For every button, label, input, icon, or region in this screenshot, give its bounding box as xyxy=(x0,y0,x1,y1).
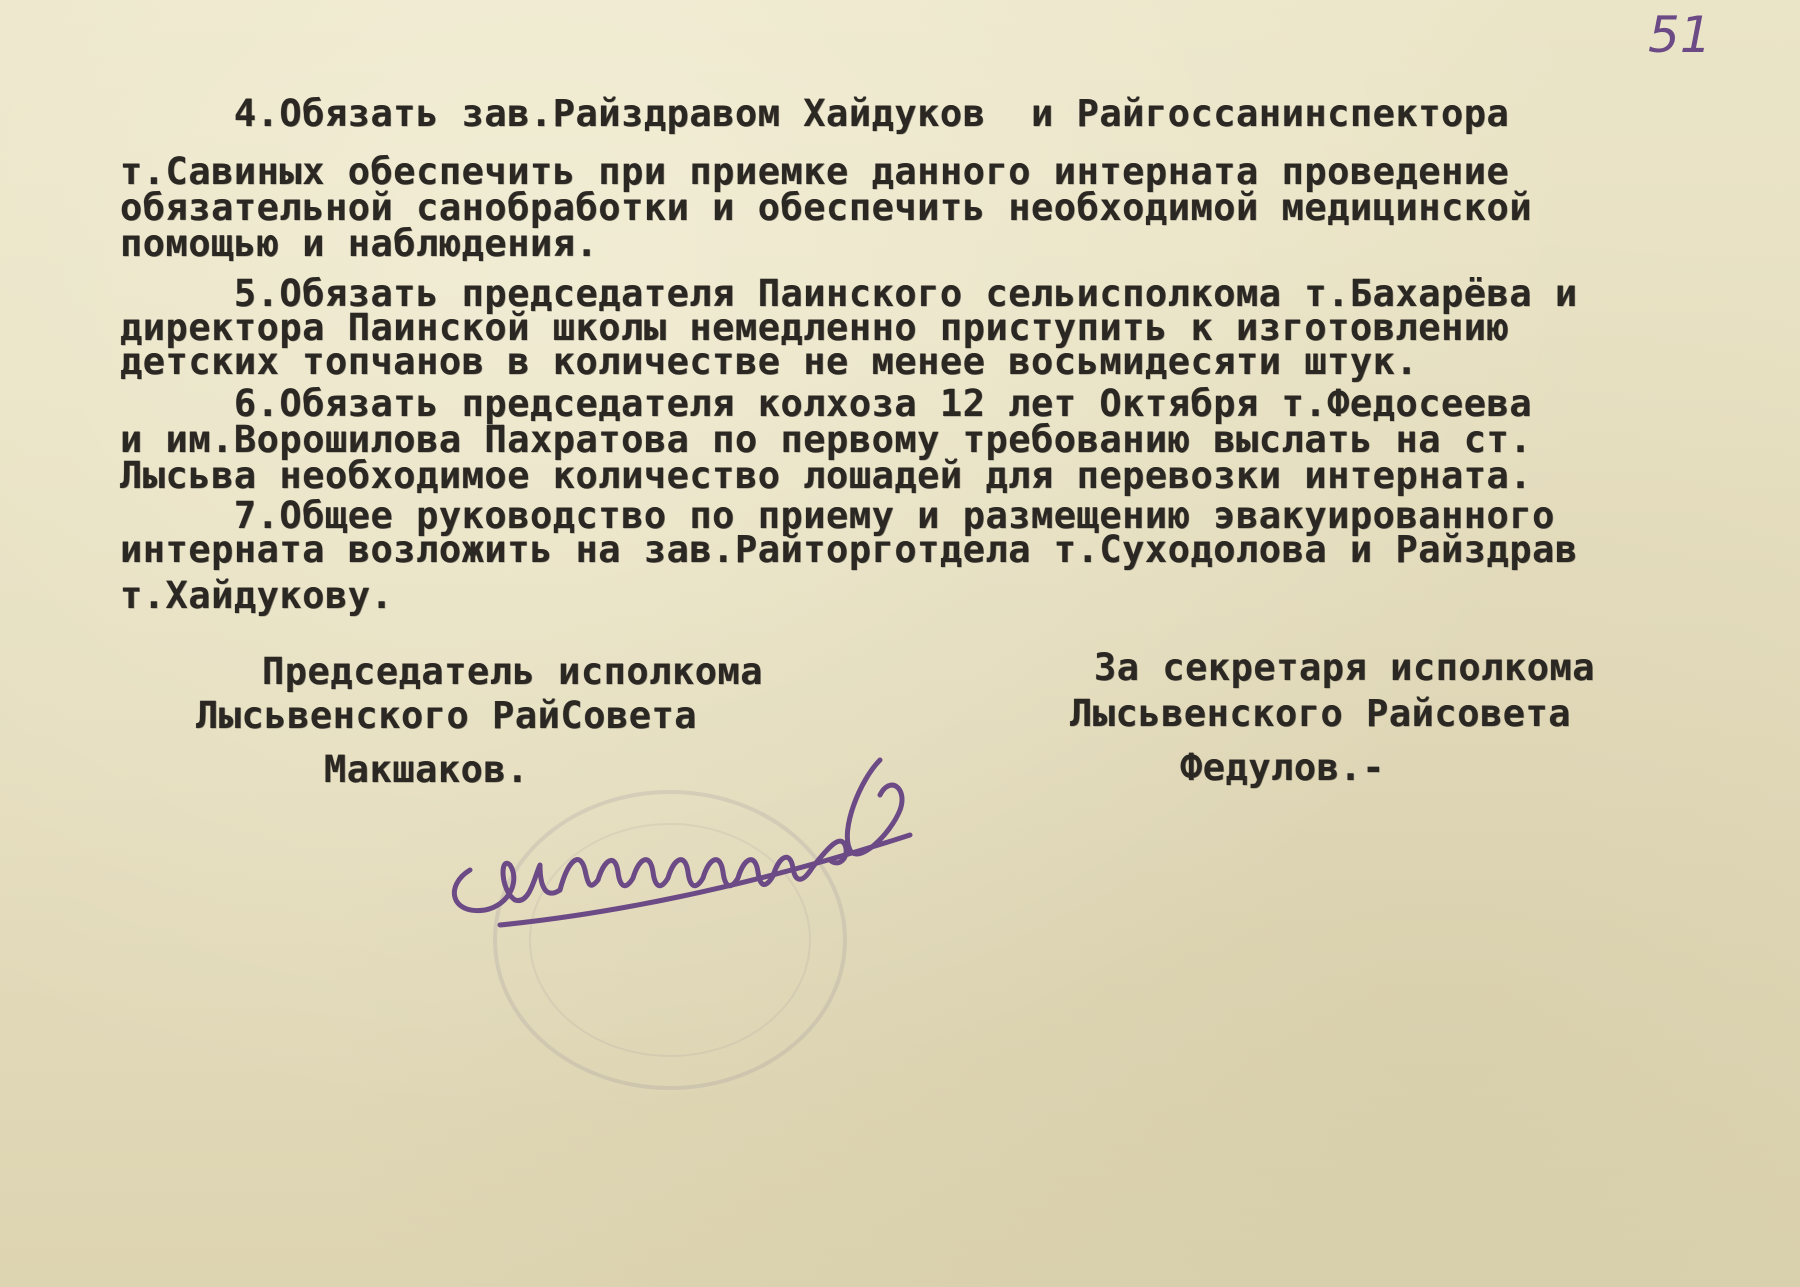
body-line: т.Хайдукову. xyxy=(120,574,394,617)
handwritten-signature xyxy=(440,740,1000,1020)
body-line: 6.Обязать председателя колхоза 12 лет Октября т.Федосеева xyxy=(120,382,1533,425)
secretary-name: Федулов.- xyxy=(1180,746,1385,789)
page-number: 51 xyxy=(1648,6,1712,64)
body-line: обязательной санобработки и обеспечить необходимой медицинской xyxy=(120,186,1533,229)
body-line: Лысьва необходимое количество лошадей для перевозки интерната. xyxy=(120,454,1533,497)
body-line: 5.Обязать председателя Паинского сельисполкома т.Бахарёва и xyxy=(120,272,1578,315)
secretary-council: Лысьвенского Райсовета xyxy=(1070,692,1572,735)
body-line: детских топчанов в количестве не менее восьмидесяти штук. xyxy=(120,340,1419,383)
body-line: 4.Обязать зав.Райздравом Хайдуков и Райгоссанинспектора xyxy=(120,92,1510,135)
body-line: т.Савиных обеспечить при приемке данного интерната проведение xyxy=(120,150,1510,193)
chairman-council: Лысьвенского РайСовета xyxy=(196,694,698,737)
body-line: директора Паинской школы немедленно приступить к изготовлению xyxy=(120,306,1510,349)
chairman-name: Макшаков. xyxy=(324,748,529,791)
secretary-title: За секретаря исполкома xyxy=(1094,646,1596,689)
chairman-title: Председатель исполкома xyxy=(262,650,764,693)
body-line: 7.Общее руководство по приему и размещению эвакуированного xyxy=(120,494,1555,537)
body-line: помощью и наблюдения. xyxy=(120,222,599,265)
body-line: и им.Ворошилова Пахратова по первому требованию выслать на ст. xyxy=(120,418,1533,461)
body-line: интерната возложить на зав.Райторготдела т.Суходолова и Райздрав xyxy=(120,528,1578,571)
